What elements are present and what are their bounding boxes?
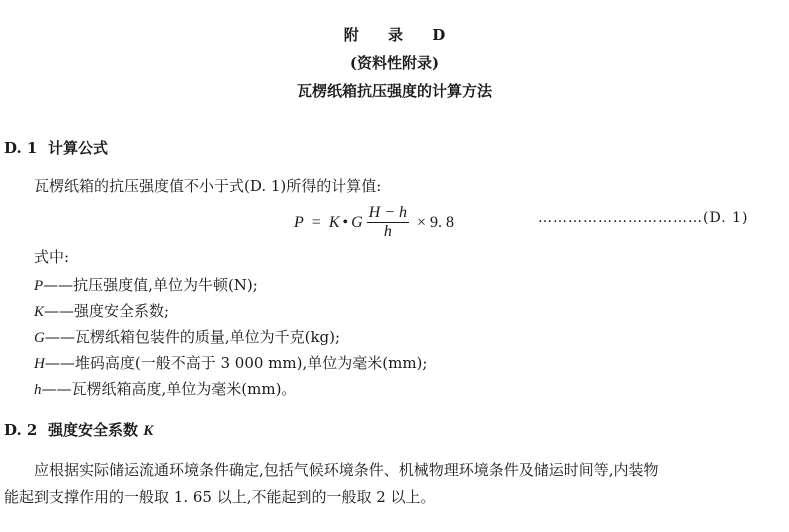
appendix-nature: (资料性附录) <box>349 54 440 72</box>
section-number: D. 1 <box>4 139 38 157</box>
formula-denominator: h <box>383 223 392 240</box>
formula-factor: 9. 8 <box>430 213 455 231</box>
appendix-label-text: 附 录 <box>343 26 415 44</box>
definition-text: ——瓦楞纸箱包装件的质量,单位为千克(kg); <box>44 328 341 346</box>
section-d1-heading <box>4 137 108 158</box>
definition-text: ——堆码高度(一般不高于 3 000 mm),单位为毫米(mm); <box>44 354 428 372</box>
formula-fraction <box>367 204 409 241</box>
definition-text: ——抗压强度值,单位为牛顿(N); <box>43 276 258 294</box>
definition-symbol: P <box>34 278 44 294</box>
definition-symbol: H <box>34 356 45 372</box>
definition-item <box>34 326 340 347</box>
formula-g: G <box>351 213 363 231</box>
formula-equals: = <box>311 213 321 231</box>
section-title-symbol: K <box>143 423 154 439</box>
formula-dot: • <box>342 213 349 231</box>
section-title: 计算公式 <box>48 139 109 157</box>
section-d1-intro: 瓦楞纸箱的抗压强度值不小于式(D. 1)所得的计算值: <box>34 177 382 195</box>
definition-text: ——强度安全系数; <box>44 302 170 320</box>
formula-numerator: H − h <box>368 204 408 221</box>
formula-k: K <box>328 213 340 231</box>
definition-symbol: h <box>34 382 42 398</box>
definition-symbol: K <box>34 304 45 320</box>
formula-lhs: P <box>294 213 304 231</box>
formula-times: × <box>417 213 427 231</box>
section-d2-paragraph-line2: 能起到支撑作用的一般取 1. 65 以上,不能起到的一般取 2 以上。 <box>4 488 436 506</box>
definition-item <box>34 378 296 399</box>
section-d2-paragraph-line1: 应根据实际储运流通环境条件确定,包括气候环境条件、机械物理环境条件及储运时间等,内装物 <box>34 461 659 479</box>
equation-reference: ……………………………(D. 1) <box>538 210 749 226</box>
definition-symbol: G <box>34 330 45 346</box>
section-number: D. 2 <box>4 421 38 439</box>
formula-d1 <box>294 204 454 241</box>
section-title: 强度安全系数 <box>48 421 139 439</box>
appendix-letter: D <box>432 26 446 44</box>
where-label: 式中: <box>34 248 70 266</box>
section-d2-heading <box>4 419 153 440</box>
definition-text: ——瓦楞纸箱高度,单位为毫米(mm)。 <box>41 380 297 398</box>
definition-item <box>34 274 258 295</box>
definition-item <box>34 352 427 373</box>
definition-item <box>34 300 169 321</box>
appendix-title: 瓦楞纸箱抗压强度的计算方法 <box>296 82 492 100</box>
appendix-label <box>0 24 789 45</box>
